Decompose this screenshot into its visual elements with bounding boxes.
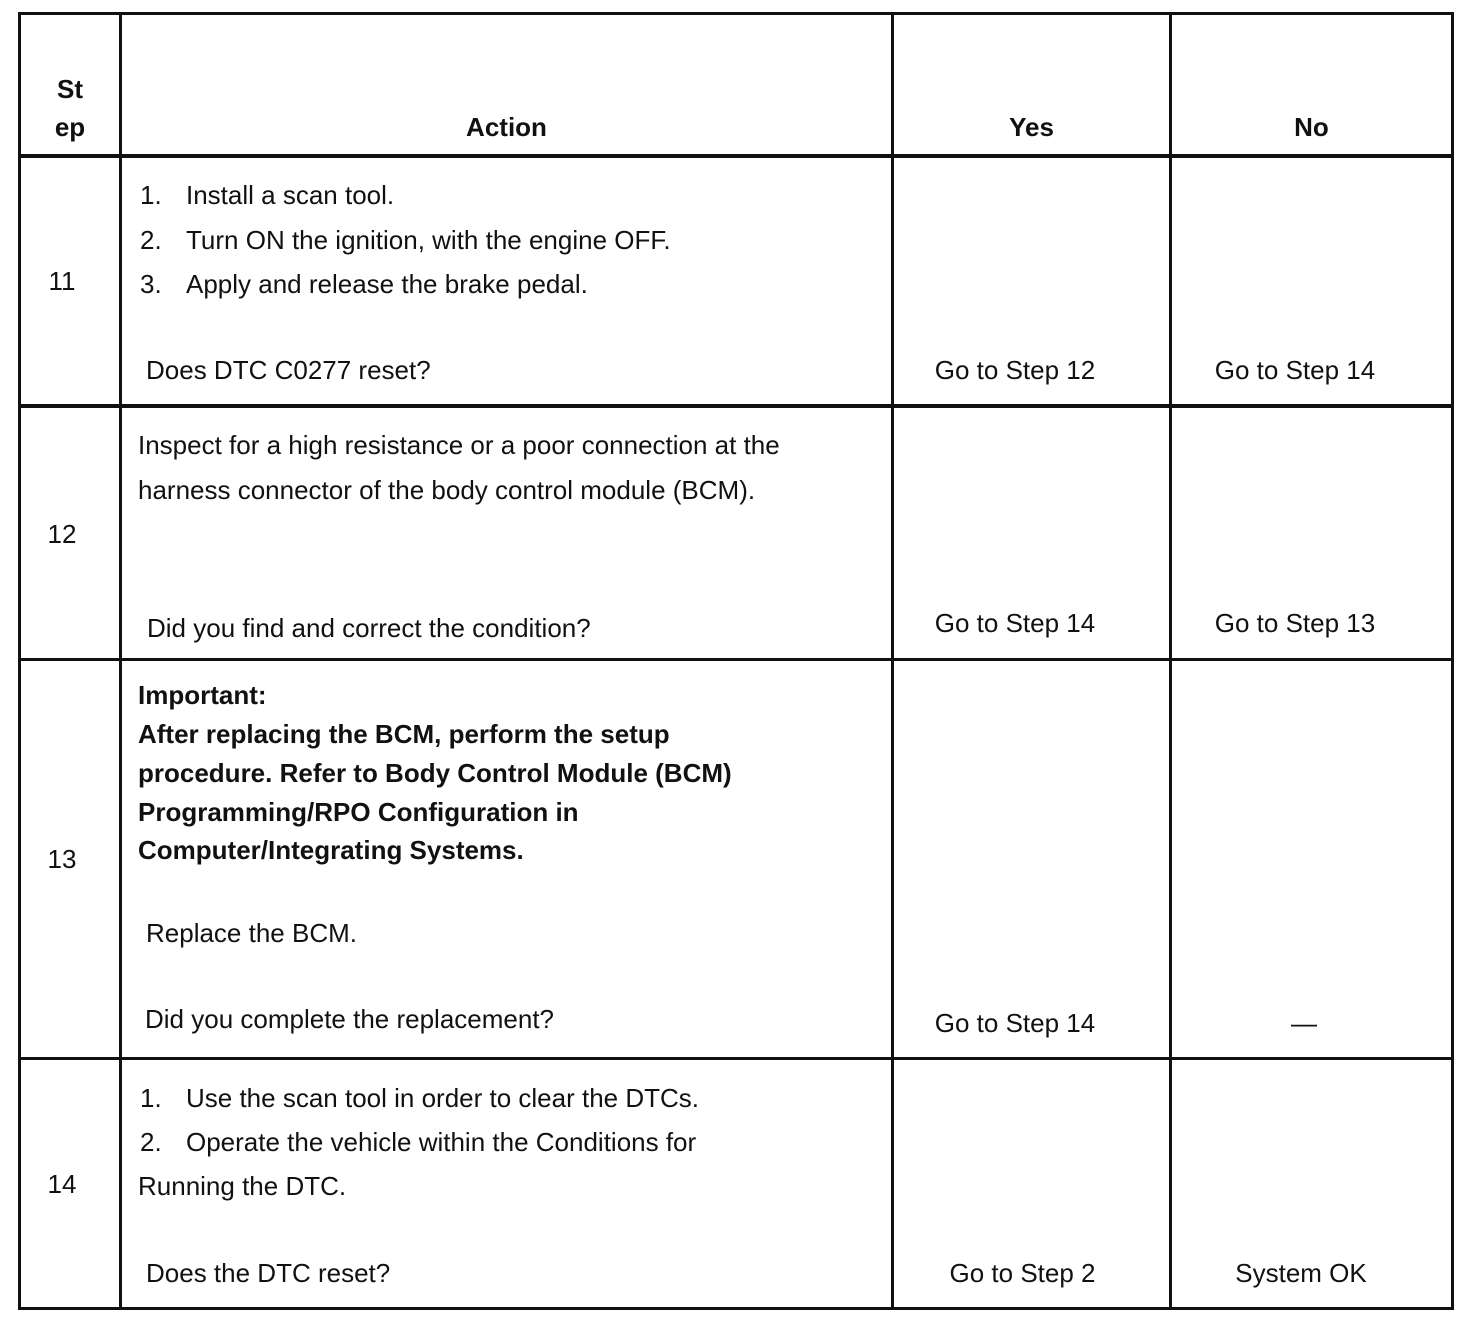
header-yes: Yes xyxy=(1009,112,1054,142)
row-13-bottom-rule xyxy=(18,1057,1454,1060)
list-number: 1. xyxy=(140,1083,162,1113)
table-bottom-border xyxy=(18,1307,1454,1310)
list-item: Operate the vehicle within the Conditions for xyxy=(186,1127,697,1157)
yes-result: Go to Step 14 xyxy=(934,608,1096,638)
no-result: Go to Step 13 xyxy=(1214,608,1376,638)
yes-column-divider xyxy=(1169,12,1172,1310)
header-step-line1: St xyxy=(57,74,83,104)
step-number-14: 14 xyxy=(47,1169,77,1199)
table-left-border xyxy=(18,12,21,1310)
list-number: 2. xyxy=(140,1127,162,1157)
list-number: 3. xyxy=(140,269,162,299)
list-item: Apply and release the brake pedal. xyxy=(186,269,588,299)
question-text: Does the DTC reset? xyxy=(146,1258,391,1288)
important-note: After replacing the BCM, perform the setup xyxy=(138,719,670,749)
yes-result: Go to Step 12 xyxy=(934,355,1096,385)
table-right-border xyxy=(1451,12,1454,1310)
important-note: Computer/Integrating Systems. xyxy=(138,835,524,865)
action-text: harness connector of the body control module (BCM). xyxy=(138,475,756,505)
question-text: Does DTC C0277 reset? xyxy=(146,355,431,385)
row-11-bottom-rule xyxy=(18,404,1454,408)
list-item: Turn ON the ignition, with the engine OFF. xyxy=(186,225,671,255)
question-text: Did you find and correct the condition? xyxy=(147,613,591,643)
action-text: Inspect for a high resistance or a poor connection at the xyxy=(138,430,780,460)
yes-result: Go to Step 2 xyxy=(949,1258,1096,1288)
header-action: Action xyxy=(466,112,547,142)
header-no: No xyxy=(1294,112,1329,142)
step-number-13: 13 xyxy=(47,844,77,874)
step-column-divider xyxy=(119,12,122,1310)
step-number-11: 11 xyxy=(48,266,76,296)
table-top-border xyxy=(18,12,1454,15)
action-text: Replace the BCM. xyxy=(146,918,357,948)
important-note: Programming/RPO Configuration in xyxy=(138,797,579,827)
no-result: Go to Step 14 xyxy=(1214,355,1376,385)
list-item: Use the scan tool in order to clear the DTCs. xyxy=(186,1083,700,1113)
no-result: System OK xyxy=(1235,1258,1367,1288)
important-note: procedure. Refer to Body Control Module (BCM) xyxy=(138,758,732,788)
question-text: Did you complete the replacement? xyxy=(145,1004,555,1034)
list-item-continuation: Running the DTC. xyxy=(138,1171,347,1201)
step-number-12: 12 xyxy=(47,519,77,549)
header-bottom-rule xyxy=(18,154,1454,158)
important-label: Important: xyxy=(138,680,267,710)
list-number: 1. xyxy=(140,180,162,210)
list-number: 2. xyxy=(140,225,162,255)
row-12-bottom-rule xyxy=(18,658,1454,661)
action-column-divider xyxy=(891,12,894,1310)
header-step-line2: ep xyxy=(54,112,86,142)
list-item: Install a scan tool. xyxy=(186,180,395,210)
no-result: — xyxy=(1291,1008,1317,1038)
yes-result: Go to Step 14 xyxy=(934,1008,1096,1038)
